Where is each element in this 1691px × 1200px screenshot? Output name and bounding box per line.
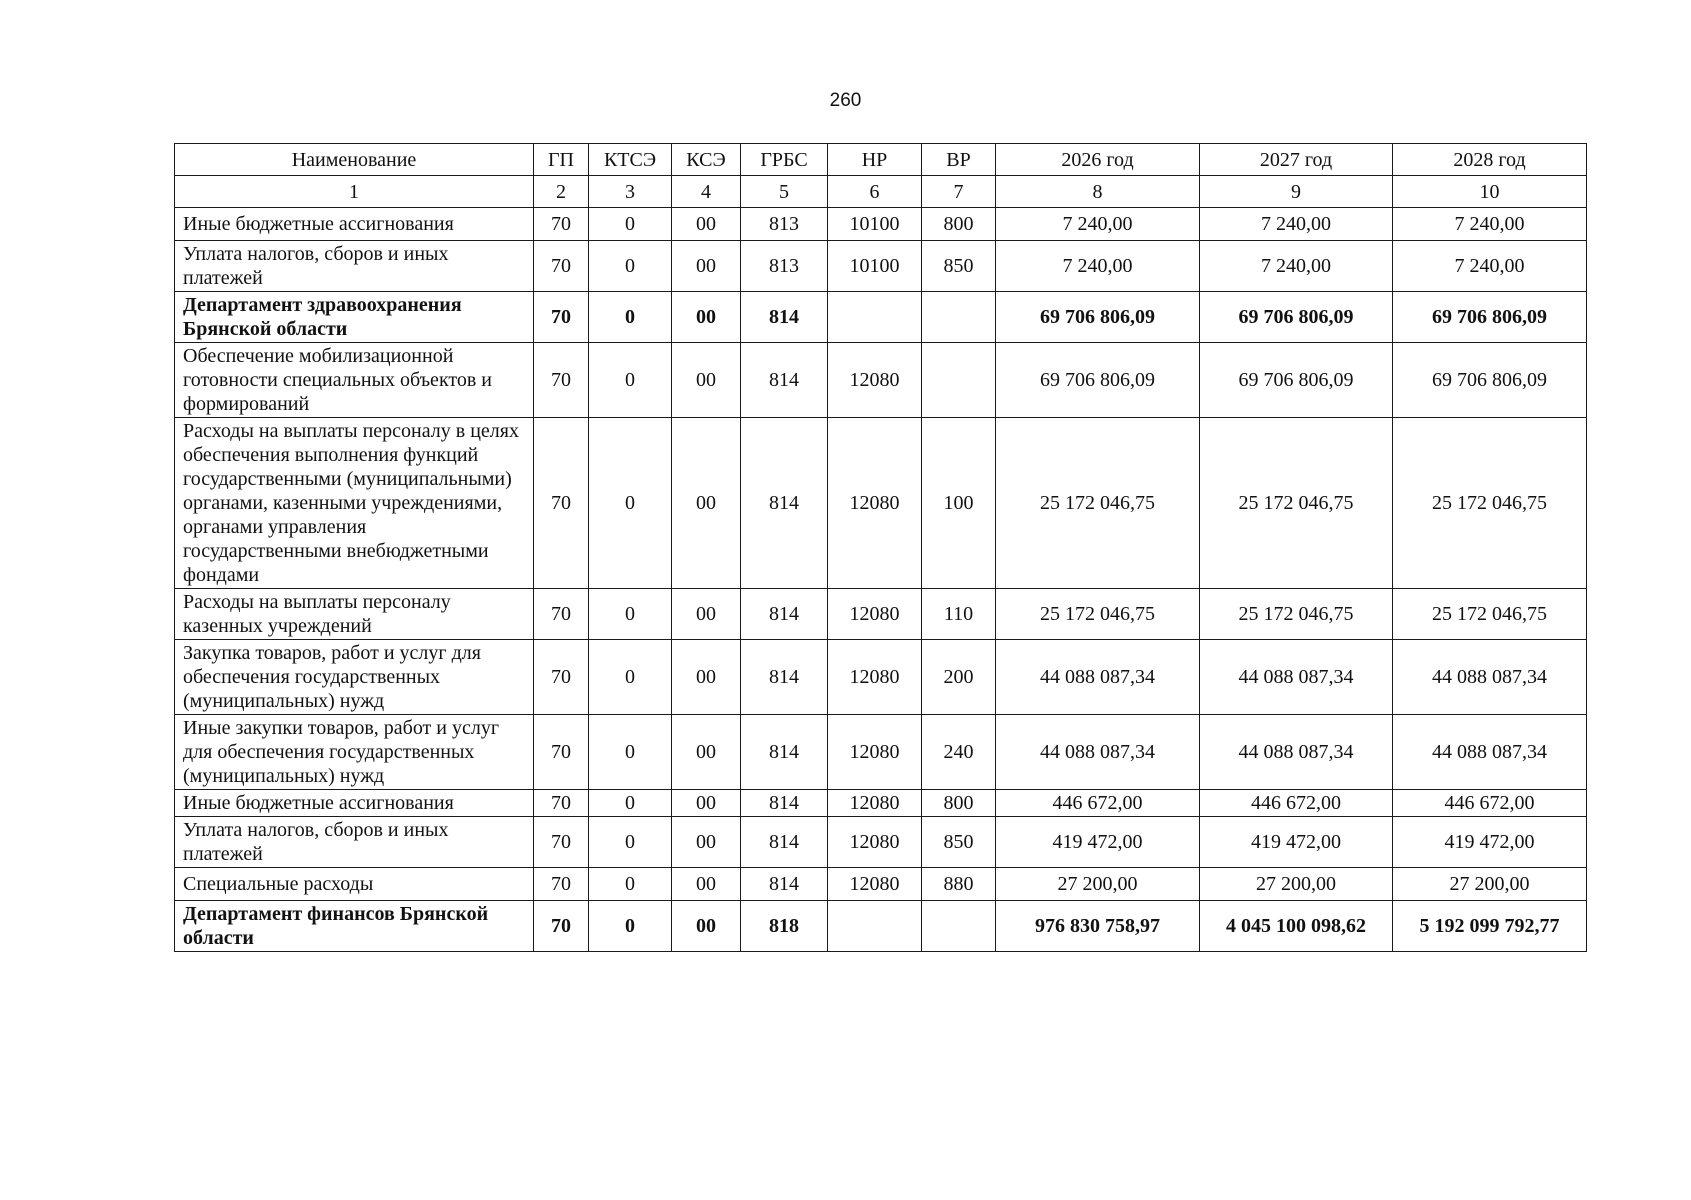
row-nr-cell: 12080	[828, 868, 922, 901]
row-gp-cell: 70	[534, 343, 589, 418]
row-2026-cell: 69 706 806,09	[996, 292, 1200, 343]
row-2026-cell: 44 088 087,34	[996, 640, 1200, 715]
row-kse-cell: 00	[672, 292, 741, 343]
row-vr-cell: 880	[922, 868, 996, 901]
row-vr-cell: 850	[922, 241, 996, 292]
table-row	[175, 790, 1587, 817]
column-number: 8	[996, 176, 1200, 208]
row-2028-cell: 419 472,00	[1393, 817, 1587, 868]
row-2026-cell: 446 672,00	[996, 790, 1200, 817]
row-ktse-cell: 0	[589, 418, 672, 589]
budget-table	[174, 143, 1587, 952]
row-grbs-cell: 814	[741, 589, 828, 640]
row-nr-cell: 12080	[828, 817, 922, 868]
column-number: 9	[1200, 176, 1393, 208]
row-2027-cell: 44 088 087,34	[1200, 715, 1393, 790]
row-ktse-cell: 0	[589, 208, 672, 241]
row-2028-cell: 25 172 046,75	[1393, 589, 1587, 640]
table-row	[175, 418, 1587, 589]
row-2026-cell: 69 706 806,09	[996, 343, 1200, 418]
row-vr-cell: 800	[922, 790, 996, 817]
column-number-row	[175, 176, 1587, 208]
row-2027-cell: 25 172 046,75	[1200, 418, 1393, 589]
row-ktse-cell: 0	[589, 901, 672, 952]
table-row	[175, 292, 1587, 343]
row-grbs-cell: 814	[741, 817, 828, 868]
row-grbs-cell: 814	[741, 868, 828, 901]
row-nr-cell: 12080	[828, 790, 922, 817]
row-2027-cell: 25 172 046,75	[1200, 589, 1393, 640]
row-name-cell: Закупка товаров, работ и услуг для обеспечения государственных (муниципальных) нужд	[175, 640, 534, 715]
row-2026-cell: 419 472,00	[996, 817, 1200, 868]
row-nr-cell: 12080	[828, 715, 922, 790]
row-2028-cell: 44 088 087,34	[1393, 640, 1587, 715]
row-kse-cell: 00	[672, 868, 741, 901]
column-number: 7	[922, 176, 996, 208]
row-grbs-cell: 814	[741, 343, 828, 418]
column-number: 6	[828, 176, 922, 208]
header-vr: ВР	[922, 144, 996, 176]
row-nr-cell: 10100	[828, 241, 922, 292]
row-2027-cell: 4 045 100 098,62	[1200, 901, 1393, 952]
row-gp-cell: 70	[534, 292, 589, 343]
row-2027-cell: 44 088 087,34	[1200, 640, 1393, 715]
row-kse-cell: 00	[672, 343, 741, 418]
row-kse-cell: 00	[672, 817, 741, 868]
row-vr-cell: 850	[922, 817, 996, 868]
table-row	[175, 208, 1587, 241]
row-2026-cell: 976 830 758,97	[996, 901, 1200, 952]
row-2027-cell: 27 200,00	[1200, 868, 1393, 901]
column-number: 4	[672, 176, 741, 208]
row-nr-cell	[828, 901, 922, 952]
row-2026-cell: 7 240,00	[996, 241, 1200, 292]
header-gp: ГП	[534, 144, 589, 176]
row-gp-cell: 70	[534, 817, 589, 868]
row-vr-cell: 200	[922, 640, 996, 715]
row-grbs-cell: 814	[741, 418, 828, 589]
row-vr-cell: 100	[922, 418, 996, 589]
row-kse-cell: 00	[672, 790, 741, 817]
column-number: 2	[534, 176, 589, 208]
row-name-cell: Обеспечение мобилизационной готовности специальных объектов и формирований	[175, 343, 534, 418]
row-ktse-cell: 0	[589, 241, 672, 292]
row-nr-cell: 12080	[828, 343, 922, 418]
row-gp-cell: 70	[534, 589, 589, 640]
row-2028-cell: 446 672,00	[1393, 790, 1587, 817]
table-row	[175, 715, 1587, 790]
row-kse-cell: 00	[672, 901, 741, 952]
table-row	[175, 817, 1587, 868]
row-name-cell: Уплата налогов, сборов и иных платежей	[175, 241, 534, 292]
row-grbs-cell: 814	[741, 790, 828, 817]
row-nr-cell	[828, 292, 922, 343]
row-grbs-cell: 814	[741, 715, 828, 790]
row-2028-cell: 7 240,00	[1393, 208, 1587, 241]
page-number: 260	[829, 90, 862, 111]
row-2027-cell: 7 240,00	[1200, 241, 1393, 292]
header-nr: НР	[828, 144, 922, 176]
row-kse-cell: 00	[672, 418, 741, 589]
row-name-cell: Специальные расходы	[175, 868, 534, 901]
row-ktse-cell: 0	[589, 343, 672, 418]
row-name-cell: Департамент здравоохранения Брянской области	[175, 292, 534, 343]
row-2027-cell: 7 240,00	[1200, 208, 1393, 241]
row-gp-cell: 70	[534, 901, 589, 952]
header-2028: 2028 год	[1393, 144, 1587, 176]
row-nr-cell: 12080	[828, 640, 922, 715]
table-row	[175, 901, 1587, 952]
header-kse: КСЭ	[672, 144, 741, 176]
row-kse-cell: 00	[672, 241, 741, 292]
row-ktse-cell: 0	[589, 715, 672, 790]
row-grbs-cell: 813	[741, 241, 828, 292]
row-vr-cell	[922, 292, 996, 343]
row-grbs-cell: 813	[741, 208, 828, 241]
row-2028-cell: 69 706 806,09	[1393, 343, 1587, 418]
header-ktse: КТСЭ	[589, 144, 672, 176]
row-vr-cell: 110	[922, 589, 996, 640]
row-ktse-cell: 0	[589, 868, 672, 901]
table-row	[175, 640, 1587, 715]
header-2027: 2027 год	[1200, 144, 1393, 176]
column-number: 10	[1393, 176, 1587, 208]
row-2028-cell: 69 706 806,09	[1393, 292, 1587, 343]
row-2027-cell: 419 472,00	[1200, 817, 1393, 868]
row-name-cell: Расходы на выплаты персоналу казенных учреждений	[175, 589, 534, 640]
row-ktse-cell: 0	[589, 817, 672, 868]
row-2028-cell: 7 240,00	[1393, 241, 1587, 292]
row-2026-cell: 44 088 087,34	[996, 715, 1200, 790]
row-nr-cell: 10100	[828, 208, 922, 241]
row-2028-cell: 44 088 087,34	[1393, 715, 1587, 790]
row-grbs-cell: 814	[741, 640, 828, 715]
row-gp-cell: 70	[534, 418, 589, 589]
row-2026-cell: 25 172 046,75	[996, 589, 1200, 640]
row-2026-cell: 25 172 046,75	[996, 418, 1200, 589]
row-name-cell: Уплата налогов, сборов и иных платежей	[175, 817, 534, 868]
row-name-cell: Иные бюджетные ассигнования	[175, 790, 534, 817]
row-kse-cell: 00	[672, 208, 741, 241]
row-kse-cell: 00	[672, 715, 741, 790]
row-kse-cell: 00	[672, 589, 741, 640]
row-grbs-cell: 818	[741, 901, 828, 952]
row-ktse-cell: 0	[589, 589, 672, 640]
row-ktse-cell: 0	[589, 640, 672, 715]
column-number: 1	[175, 176, 534, 208]
row-gp-cell: 70	[534, 640, 589, 715]
row-name-cell: Расходы на выплаты персоналу в целях обеспечения выполнения функций государственными (муниципальными) органами, казенными учреждениями, органами управления государственными внебюджетными фондами	[175, 418, 534, 589]
table-row	[175, 589, 1587, 640]
row-kse-cell: 00	[672, 640, 741, 715]
row-name-cell: Иные закупки товаров, работ и услуг для обеспечения государственных (муниципальных) нужд	[175, 715, 534, 790]
row-ktse-cell: 0	[589, 790, 672, 817]
header-2026: 2026 год	[996, 144, 1200, 176]
row-2028-cell: 5 192 099 792,77	[1393, 901, 1587, 952]
row-vr-cell: 800	[922, 208, 996, 241]
row-2028-cell: 25 172 046,75	[1393, 418, 1587, 589]
row-name-cell: Иные бюджетные ассигнования	[175, 208, 534, 241]
row-nr-cell: 12080	[828, 418, 922, 589]
row-2027-cell: 69 706 806,09	[1200, 343, 1393, 418]
header-grbs: ГРБС	[741, 144, 828, 176]
header-name: Наименование	[175, 144, 534, 176]
table-row	[175, 343, 1587, 418]
row-gp-cell: 70	[534, 868, 589, 901]
row-vr-cell	[922, 901, 996, 952]
header-row	[175, 144, 1587, 176]
row-ktse-cell: 0	[589, 292, 672, 343]
row-2026-cell: 27 200,00	[996, 868, 1200, 901]
table-row	[175, 241, 1587, 292]
row-gp-cell: 70	[534, 241, 589, 292]
row-gp-cell: 70	[534, 715, 589, 790]
row-gp-cell: 70	[534, 208, 589, 241]
row-vr-cell: 240	[922, 715, 996, 790]
row-gp-cell: 70	[534, 790, 589, 817]
column-number: 5	[741, 176, 828, 208]
row-grbs-cell: 814	[741, 292, 828, 343]
row-2027-cell: 69 706 806,09	[1200, 292, 1393, 343]
row-vr-cell	[922, 343, 996, 418]
row-2028-cell: 27 200,00	[1393, 868, 1587, 901]
row-nr-cell: 12080	[828, 589, 922, 640]
table-row	[175, 868, 1587, 901]
column-number: 3	[589, 176, 672, 208]
row-2027-cell: 446 672,00	[1200, 790, 1393, 817]
row-2026-cell: 7 240,00	[996, 208, 1200, 241]
row-name-cell: Департамент финансов Брянской области	[175, 901, 534, 952]
